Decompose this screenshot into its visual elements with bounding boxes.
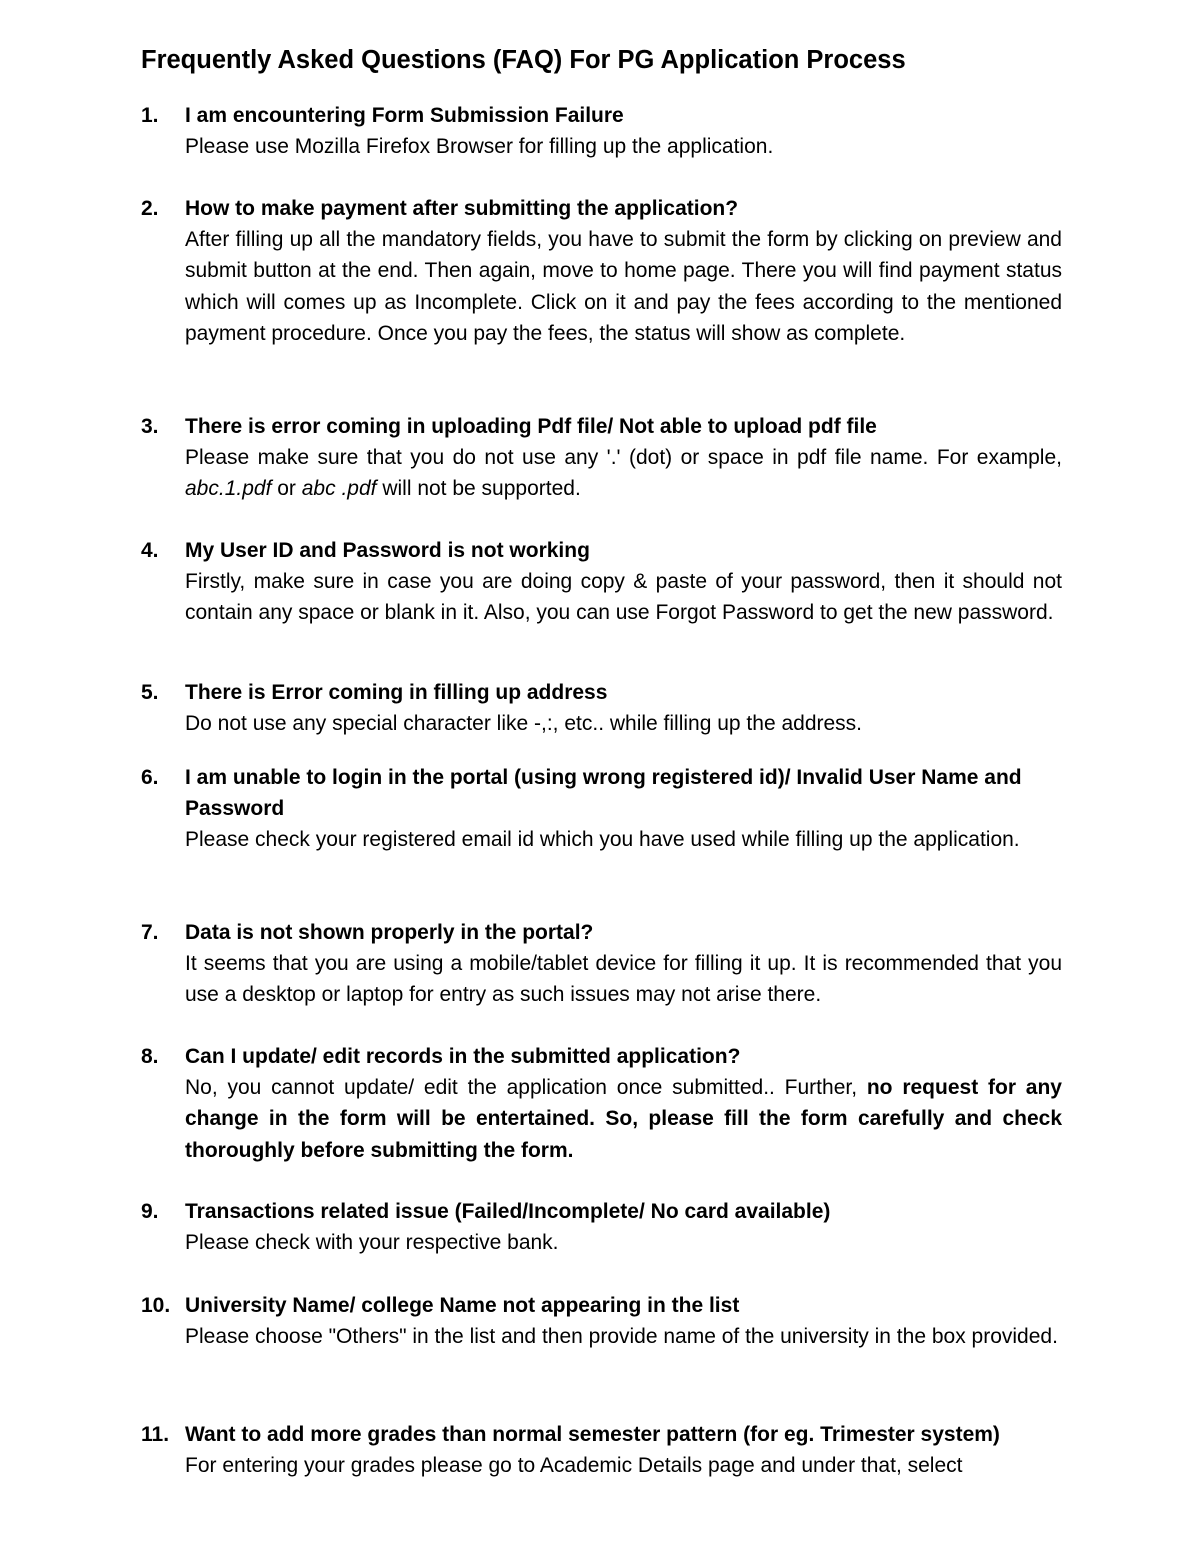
answer-text: No, you cannot update/ edit the application once submitted.. Further, [185, 1076, 867, 1100]
faq-answer: Do not use any special character like -,:, etc.. while filling up the address. [185, 712, 863, 736]
example-filename: abc.1.pdf [185, 477, 272, 501]
page-title: Frequently Asked Questions (FAQ) For PG Application Process [141, 46, 906, 74]
faq-number: 5. [141, 681, 159, 704]
faq-question: There is error coming in uploading Pdf file/ Not able to upload pdf file [185, 415, 877, 438]
faq-question: I am unable to login in the portal (using wrong registered id)/ Invalid User Name and Password [185, 766, 1022, 821]
faq-item-8 [141, 1041, 1062, 1166]
answer-text: will not be supported. [376, 477, 581, 501]
faq-number: 7. [141, 921, 159, 944]
faq-number: 11. [141, 1423, 170, 1446]
answer-warning: no request for any change in the form will be entertained. So, please fill the form carefully and check thoroughly before submitting the form. [185, 1076, 1062, 1162]
faq-question: My User ID and Password is not working [185, 539, 590, 562]
faq-question: There is Error coming in filling up address [185, 681, 608, 704]
faq-question: Data is not shown properly in the portal? [185, 921, 594, 944]
faq-number: 8. [141, 1045, 159, 1068]
faq-answer [185, 442, 1062, 504]
faq-question: Transactions related issue (Failed/Incomplete/ No card available) [185, 1200, 831, 1223]
faq-number: 10. [141, 1294, 171, 1317]
faq-number: 3. [141, 415, 159, 438]
faq-number: 2. [141, 197, 159, 220]
faq-question: Can I update/ edit records in the submitted application? [185, 1045, 741, 1068]
faq-item-2 [141, 193, 1062, 349]
answer-text: or [271, 477, 302, 501]
faq-question: Want to add more grades than normal semester pattern (for eg. Trimester system) [185, 1423, 1000, 1446]
faq-number: 4. [141, 539, 159, 562]
faq-item-3 [141, 411, 1062, 505]
faq-item-1 [141, 100, 1062, 162]
faq-answer: Please check with your respective bank. [185, 1231, 559, 1255]
faq-question: I am encountering Form Submission Failure [185, 104, 624, 127]
faq-number: 1. [141, 104, 159, 127]
faq-item-10 [141, 1290, 1062, 1352]
faq-item-5 [141, 677, 1062, 739]
faq-answer: Please check your registered email id which you have used while filling up the application. [185, 828, 1020, 852]
faq-question: How to make payment after submitting the application? [185, 197, 739, 220]
faq-number: 6. [141, 766, 159, 789]
faq-answer: After filling up all the mandatory fields, you have to submit the form by clicking on preview and submit button at the end. Then again, move to home page. There you will find payment status which will comes up as Incomplete. Click on it and pay the fees according to the mentioned payment procedure. Once you pay the fees, the status will show as complete. [185, 228, 1062, 345]
faq-answer: Please choose "Others" in the list and then provide name of the university in the box provided. [185, 1325, 1058, 1349]
faq-item-11 [141, 1419, 1062, 1481]
faq-answer [185, 1072, 1062, 1166]
example-filename: abc .pdf [301, 477, 377, 501]
faq-item-4 [141, 535, 1062, 629]
faq-question: University Name/ college Name not appearing in the list [185, 1294, 740, 1317]
faq-answer: It seems that you are using a mobile/tablet device for filling it up. It is recommended that you use a desktop or laptop for entry as such issues may not arise there. [185, 952, 1062, 1007]
faq-answer: Firstly, make sure in case you are doing copy & paste of your password, then it should not contain any space or blank in it. Also, you can use Forgot Password to get the new password. [185, 570, 1062, 625]
faq-item-6 [141, 762, 1062, 856]
answer-text: Please make sure that you do not use any '.' (dot) or space in pdf file name. For example, [185, 446, 1062, 470]
faq-item-9 [141, 1196, 1062, 1258]
faq-answer: Please use Mozilla Firefox Browser for filling up the application. [185, 135, 774, 159]
faq-answer: For entering your grades please go to Academic Details page and under that, select [185, 1454, 963, 1478]
faq-number: 9. [141, 1200, 159, 1223]
faq-item-7 [141, 917, 1062, 1011]
